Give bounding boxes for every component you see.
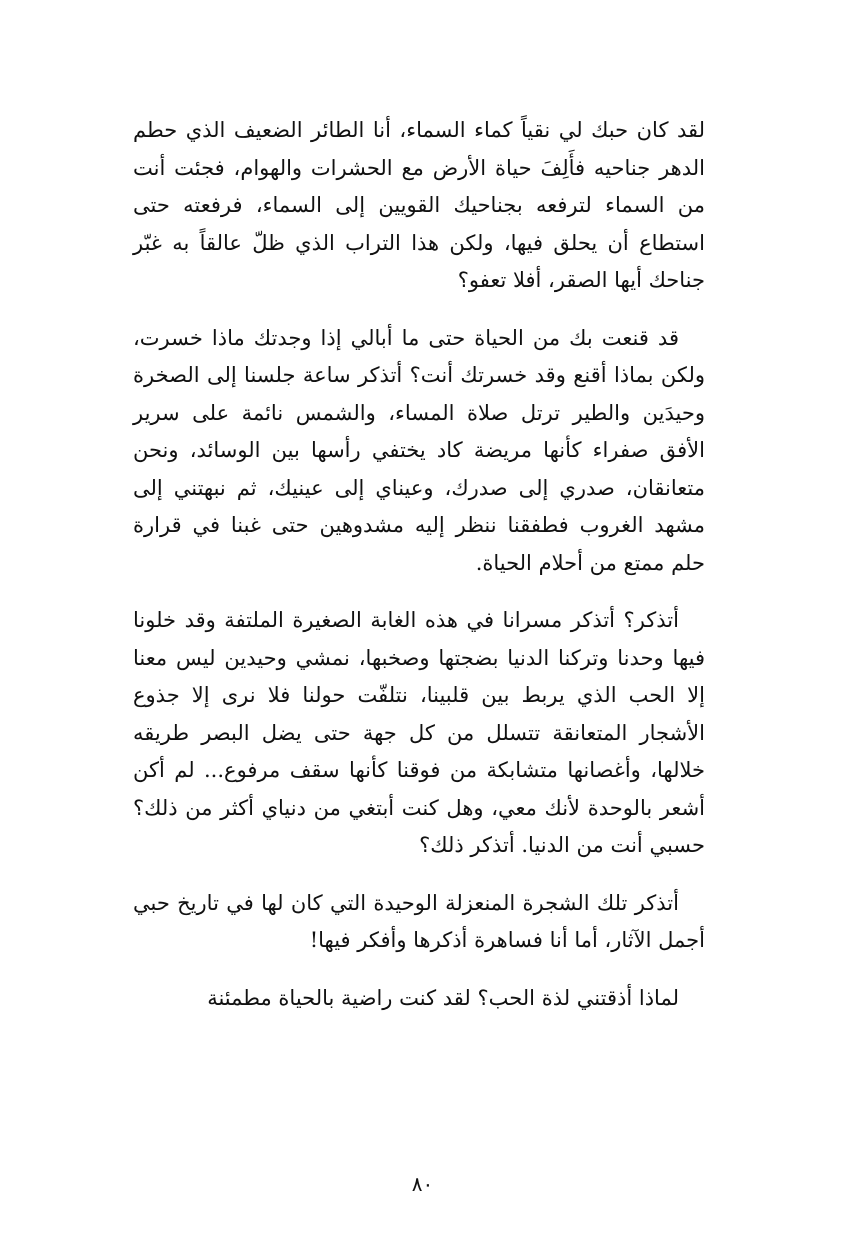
page-number: ٨٠ [411, 1172, 434, 1196]
paragraph-1: لقد كان حبك لي نقياً كماء السماء، أنا الطائر الضعيف الذي حطم الدهر جناحيه فأَلِفَ حياة الأرض مع الحشرات والهوام، فجئت أنت من السماء لترفعه بجناحيك القويين إلى السماء، فرفعته حتى استطاع أن يحلق فيها، ولكن هذا التراب الذي ظلّ عالقاً به غبّر جناحك أيها الصقر، أفلا تعفو؟ [133, 118, 705, 292]
paragraph-4: أتذكر تلك الشجرة المنعزلة الوحيدة التي كان لها في تاريخ حبي أجمل الآثار، أما أنا فساهرة أذكرها وأفكر فيها! [133, 890, 705, 952]
paragraph-3: أتذكر؟ أتذكر مسرانا في هذه الغابة الصغيرة الملتفة وقد خلونا فيها وحدنا وتركنا الدنيا بضجتها وصخبها، نمشي وحيدين ليس معنا إلا الحب الذي يربط بين قلبينا، نتلفّت حولنا فلا نرى إلا جذوع الأشجار المتعانقة تتسلل من كل جهة حتى يضل البصر طريقه خلالها، وأغصانها متشابكة من فوقنا كأنها سقف مرفوع... لم أكن أشعر بالوحدة لأنك معي، وهل كنت أبتغي من دنياي أكثر من ذلك؟ حسبي أنت من الدنيا. أتذكر ذلك؟ [133, 608, 705, 857]
paragraph-5: لماذا أذقتني لذة الحب؟ لقد كنت راضية بالحياة مطمئنة [207, 985, 679, 1010]
paragraph-2: قد قنعت بك من الحياة حتى ما أبالي إذا وجدتك ماذا خسرت، ولكن بماذا أقنع وقد خسرتك أنت؟ أتذكر ساعة جلسنا إلى الصخرة وحيدَين والطير ترتل صلاة المساء، والشمس نائمة على سرير الأفق صفراء كأنها مريضة كاد يختفي رأسها بين الوسائد، ونحن متعانقان، صدري إلى صدرك، وعيناي إلى عينيك، ثم نبهتني إلى مشهد الغروب فطفقنا ننظر إليه مشدوهين حتى غبنا في قرارة حلم ممتع من أحلام الحياة. [133, 325, 705, 575]
body-text [133, 112, 705, 1037]
